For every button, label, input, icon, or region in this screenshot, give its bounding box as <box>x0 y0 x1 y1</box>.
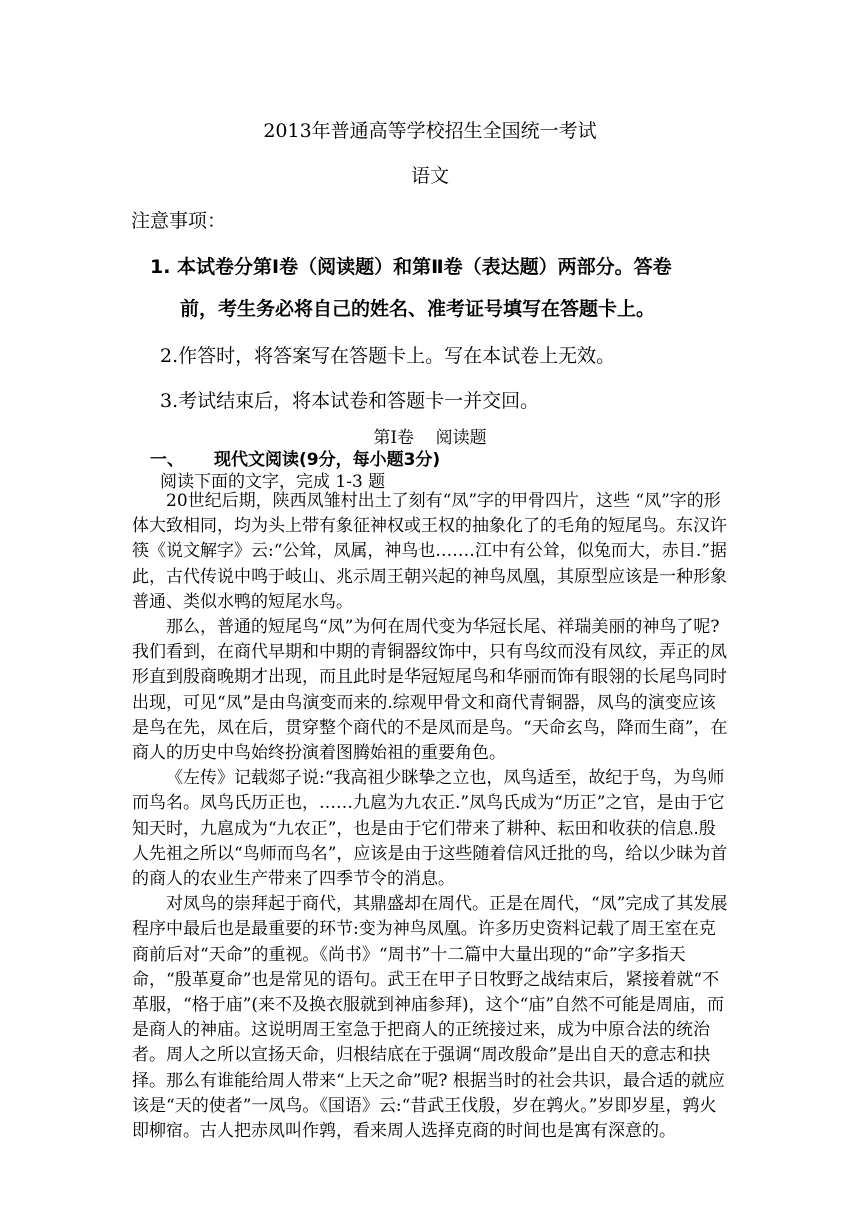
article-paragraph-1: 20世纪后期，陕西凤雏村出土了刻有“凤”字的甲骨四片，这些 “凤”字的形体大致相同，均为头上带有象征神权或王权的抽象化了的毛角的短尾鸟。东汉许筷《说文解字》云:“公耸，凤属，神鸟也.……江中有公耸，似兔而大，赤目.”据此，古代传说中鸣于岐山、兆示周王朝兴起的神鸟凤凰，其原型应该是一种形象普通、类似水鸭的短尾水鸟。 <box>132 491 727 612</box>
article-body <box>132 489 732 1144</box>
notice-item-1-line-1: 1. 本试卷分第Ⅰ卷（阅读题）和第Ⅱ卷（表达题）两部分。答卷 <box>150 256 672 278</box>
exam-title: 2013年普通高等学校招生全国统一考试 <box>263 120 597 142</box>
subject-title: 语文 <box>410 165 449 187</box>
reading-instruction: 阅读下面的文字，完成 1-3 题 <box>160 472 386 492</box>
article-paragraph-2: 那么，普通的短尾鸟“凤”为何在周代变为华冠长尾、祥瑞美丽的神鸟了呢?我们看到，在商代早期和中期的青铜器纹饰中，只有鸟纹而没有凤纹，弄正的凤形直到殷商晚期才出现，而且此时是华冠短尾鸟和华丽而饰有眼翎的长尾鸟同时出现，可见“凤”是由鸟演变而来的.综观甲骨文和商代青铜器，凤鸟的演变应该是鸟在先，凤在后，贯穿整个商代的不是凤而是鸟。“天命玄鸟，降而生商”，在商人的历史中鸟始终扮演着图腾始祖的重要角色。 <box>132 617 728 764</box>
notice-item-1-line-2: 前，考生务必将自己的姓名、准考证号填写在答题卡上。 <box>180 298 656 320</box>
section-title: 现代文阅读(9分，每小题3分) <box>214 450 441 470</box>
part-title: 第Ⅰ卷 阅读题 <box>373 428 487 448</box>
notice-heading: 注意事项： <box>131 210 227 232</box>
notice-item-3: 3.考试结束后，将本试卷和答题卡一并交回。 <box>160 390 540 412</box>
notice-item-2: 2.作答时，将答案写在答题卡上。写在本试卷上无效。 <box>160 345 616 367</box>
section-label: 一、 <box>150 450 184 470</box>
article-paragraph-3: 《左传》记载郯子说:“我高祖少眯挚之立也，凤鸟适至，故纪于鸟，为鸟师而鸟名。凤鸟氏历正也，……九扈为九农正.”凤鸟氏成为“历正”之官，是由于它知天时，九扈成为“九农正”，也是由于它们带来了耕种、耘田和收获的信息.殷人先祖之所以“鸟师而鸟名”，应该是由于这些随着信风迁批的鸟，给以少昧为首的商人的农业生产带来了四季节令的消息。 <box>132 768 728 890</box>
article-paragraph-4: 对凤鸟的崇拜起于商代，其鼎盛却在周代。正是在周代，“凤”完成了其发展程序中最后也是最重要的环节:变为神鸟凤凰。许多历史资料记载了周王室在克商前后对“天命”的重视。《尚书》“周书”十二篇中大量出现的“命”字多指天命，“殷革夏命”也是常见的语句。武王在甲子日牧野之战结束后，紧接着就“不革服，“格于庙”(来不及换衣服就到神庙参拜)，这个“庙”自然不可能是周庙，而是商人的神庙。这说明周王室急于把商人的正统接过来，成为中原合法的统治者。周人之所以宣扬天命，归根结底在于强调“周改殷命”是出自天的意志和抉择。那么有谁能给周人带来“上天之命”呢? 根据当时的社会共识，最合适的就应该是“天的使者”一凤鸟。《国语》云:“昔武王伐殷，岁在鹑火。”岁即岁星，鹑火即柳宿。古人把赤凤叫作鹑，看来周人选择克商的时间也是寓有深意的。 <box>132 894 728 1142</box>
